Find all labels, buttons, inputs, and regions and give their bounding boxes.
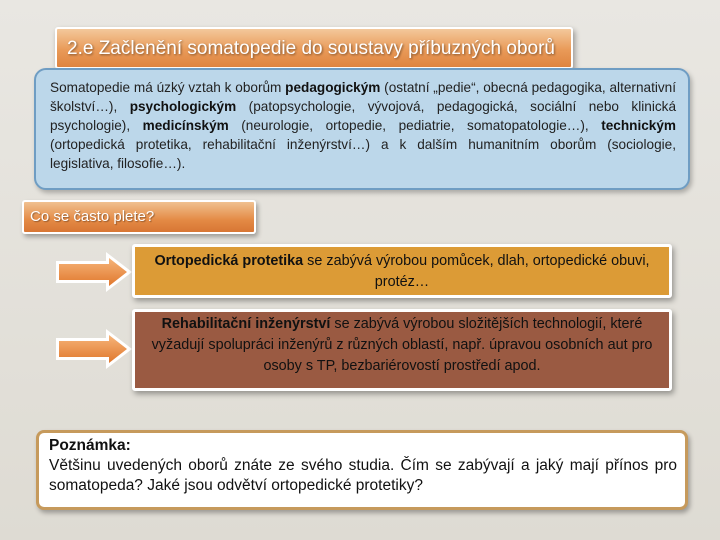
question-heading: Co se často plete? [30,208,155,225]
question-heading-bar [22,200,256,234]
intro-text-4: (neurologie, ortopedie, pediatrie, somatopatologie…), [228,118,602,133]
item-description: se zabývá výrobou pomůcek, dlah, ortopedické obuvi, protéz… [303,253,650,290]
intro-text-1: Somatopedie má úzký vztah k oborům [50,80,286,95]
intro-bold-psychological: psychologickým [129,99,237,114]
orthopedic-prosthetics-box [132,244,672,298]
item-description: se zabývá výrobou složitějších technologií, které vyžadují spolupráci inženýrů z různých oblastí, např. úpravou osobních aut pro osoby s TP, bezbariérovostí prostředí apod. [151,316,653,374]
intro-text-5: (ortopedická protetika, rehabilitační inženýrství…) a k dalším humanitním oborům (sociologie, legislativa, filosofie…). [50,137,676,171]
arrow-right-icon [52,325,136,373]
intro-bold-technical: technickým [601,118,677,133]
note-text: Většinu uvedených oborů znáte ze svého studia. Čím se zabývají a jaký mají přínos pro somatopeda? Jaké jsou odvětví ortopedické protetiky? [49,457,677,494]
intro-bold-pedagogical: pedagogickým [285,80,381,95]
arrow-right-icon [52,248,136,296]
rehabilitation-engineering-box [132,309,672,391]
slide-title-bar [55,27,573,69]
slide-title: 2.e Začlenění somatopedie do soustavy příbuzných oborů [67,38,555,59]
intro-text-2: (ostatní „pedie“, obecná pedagogika, alternativní školství…), [50,80,676,114]
note-box [36,430,688,510]
item-term: Ortopedická protetika [154,253,304,269]
intro-bold-medical: medicínským [142,118,229,133]
note-title: Poznámka: [49,437,131,454]
intro-paragraph-box [34,68,690,190]
item-term: Rehabilitační inženýrství [161,316,331,332]
intro-text-3: (patopsychologie, vývojová, pedagogická, sociální nebo klinická psychologie), [50,99,676,133]
